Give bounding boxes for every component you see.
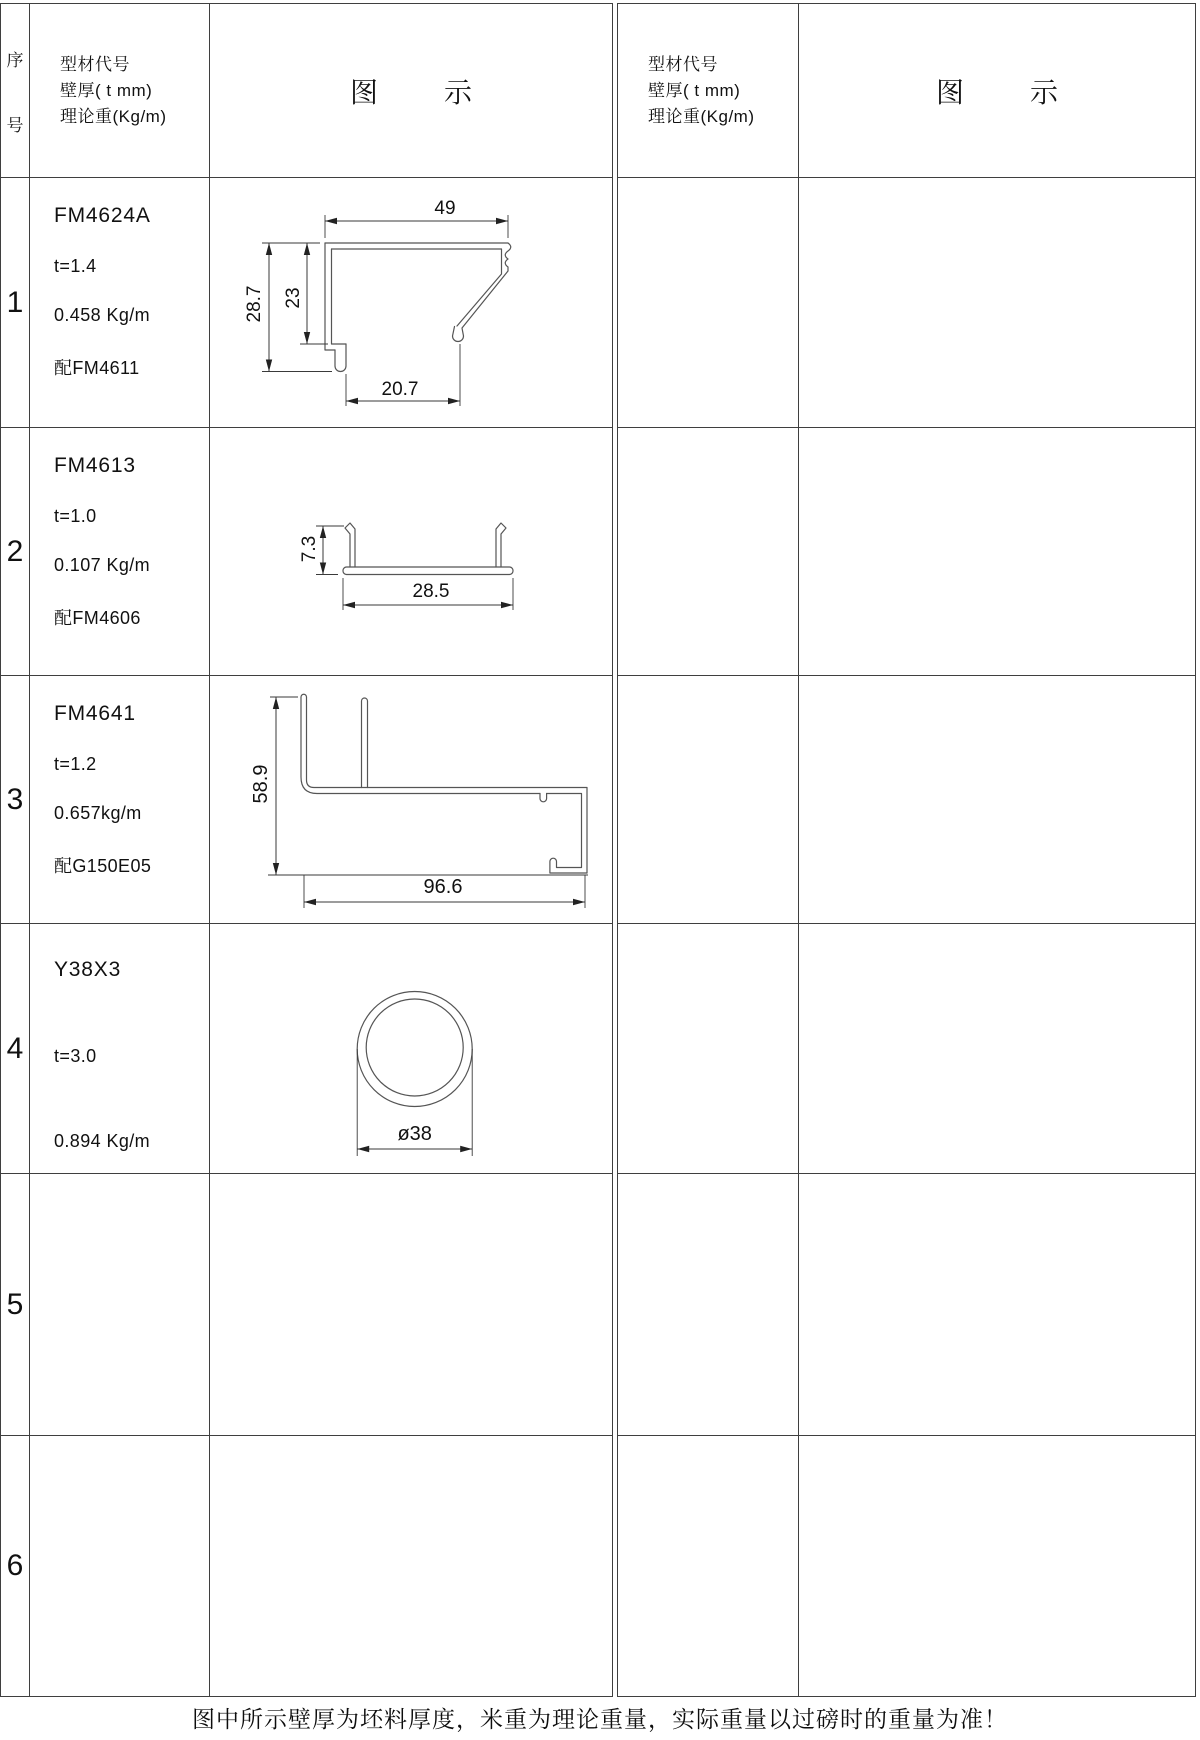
left-table [0, 3, 613, 1697]
theoretical-weight: 0.657kg/m [54, 803, 142, 823]
row6-diagram [210, 1436, 612, 1696]
profile-code: FM4641 [54, 702, 136, 725]
row1-spec [30, 178, 210, 428]
profile-code: Y38X3 [54, 958, 122, 981]
footer-note: 图中所示壁厚为坯料厚度，米重为理论重量，实际重量以过磅时的重量为准！ [192, 1706, 1008, 1732]
row-number: 1 [6, 285, 24, 319]
right-row1-diagram [799, 178, 1195, 428]
row5-spec [30, 1174, 210, 1436]
row-number: 2 [6, 534, 24, 568]
row6-serial [1, 1436, 30, 1696]
dim-label-28-7: 28.7 [244, 285, 265, 323]
right-row4-spec [618, 924, 799, 1174]
right-header-diagram-column [799, 4, 1195, 178]
row-number: 6 [6, 1549, 24, 1582]
serial-header-char-bottom: 号 [6, 115, 24, 135]
profile-drawing-y38x3 [210, 924, 612, 1173]
right-table [617, 3, 1196, 1697]
header-serial-column [1, 4, 30, 178]
row4-serial [1, 924, 30, 1174]
matching-profile: 配FM4611 [54, 358, 140, 378]
spec-header-line2: 壁厚( t mm) [648, 80, 741, 100]
profile-drawing-fm4624a [210, 178, 612, 427]
theoretical-weight: 0.107 Kg/m [54, 555, 151, 575]
header-diagram-column [210, 4, 612, 178]
right-row1-spec [618, 178, 799, 428]
row4-diagram [210, 924, 612, 1174]
dim-label-96-6: 96.6 [423, 876, 463, 898]
dim-label-23: 23 [283, 287, 304, 309]
header-spec-column [30, 4, 210, 178]
row4-spec [30, 924, 210, 1174]
profile-code: FM4624A [54, 204, 151, 227]
row-number: 3 [6, 782, 24, 816]
diagram-header-char-right: 示 [1030, 76, 1059, 108]
row2-spec [30, 428, 210, 676]
profile-code: FM4613 [54, 454, 136, 477]
spec-header-line3: 理论重(Kg/m) [60, 106, 167, 126]
right-row6-spec [618, 1436, 799, 1696]
row1-serial [1, 178, 30, 428]
theoretical-weight: 0.458 Kg/m [54, 305, 151, 325]
right-row3-diagram [799, 676, 1195, 924]
right-row5-spec [618, 1174, 799, 1436]
dim-label-diameter: ø38 [397, 1123, 432, 1145]
row2-serial [1, 428, 30, 676]
theoretical-weight: 0.894 Kg/m [54, 1131, 151, 1151]
serial-header-char-top: 序 [6, 50, 24, 70]
right-header-spec-column [618, 4, 799, 178]
row5-diagram [210, 1174, 612, 1436]
right-row2-spec [618, 428, 799, 676]
wall-thickness: t=3.0 [54, 1046, 97, 1066]
spec-header-line1: 型材代号 [648, 54, 718, 74]
row-number: 5 [6, 1287, 24, 1321]
row-number: 4 [6, 1031, 24, 1065]
profile-drawing-fm4641 [210, 676, 612, 923]
matching-profile: 配G150E05 [54, 856, 152, 876]
dim-label-20-7: 20.7 [381, 379, 419, 400]
right-row2-diagram [799, 428, 1195, 676]
right-row5-diagram [799, 1174, 1195, 1436]
dim-label-7-3: 7.3 [299, 535, 320, 563]
row5-serial [1, 1174, 30, 1436]
profile-drawing-fm4613 [210, 428, 612, 675]
row1-diagram [210, 178, 612, 428]
row3-diagram [210, 676, 612, 924]
dim-label-58-9: 58.9 [250, 764, 272, 804]
row6-spec [30, 1436, 210, 1696]
spec-header-line3: 理论重(Kg/m) [648, 106, 755, 126]
wall-thickness: t=1.4 [54, 256, 97, 276]
wall-thickness: t=1.2 [54, 754, 97, 774]
diagram-header-char-right: 示 [444, 76, 473, 108]
right-row3-spec [618, 676, 799, 924]
row2-diagram [210, 428, 612, 676]
dim-label-49: 49 [434, 198, 456, 219]
wall-thickness: t=1.0 [54, 506, 97, 526]
spec-header-line2: 壁厚( t mm) [60, 80, 153, 100]
diagram-header-char-left: 图 [349, 76, 378, 108]
matching-profile: 配FM4606 [54, 608, 141, 628]
row3-serial [1, 676, 30, 924]
row3-spec [30, 676, 210, 924]
right-row6-diagram [799, 1436, 1195, 1696]
dim-label-28-5: 28.5 [412, 581, 450, 602]
right-row4-diagram [799, 924, 1195, 1174]
spec-header-line1: 型材代号 [60, 54, 130, 74]
diagram-header-char-left: 图 [935, 76, 964, 108]
